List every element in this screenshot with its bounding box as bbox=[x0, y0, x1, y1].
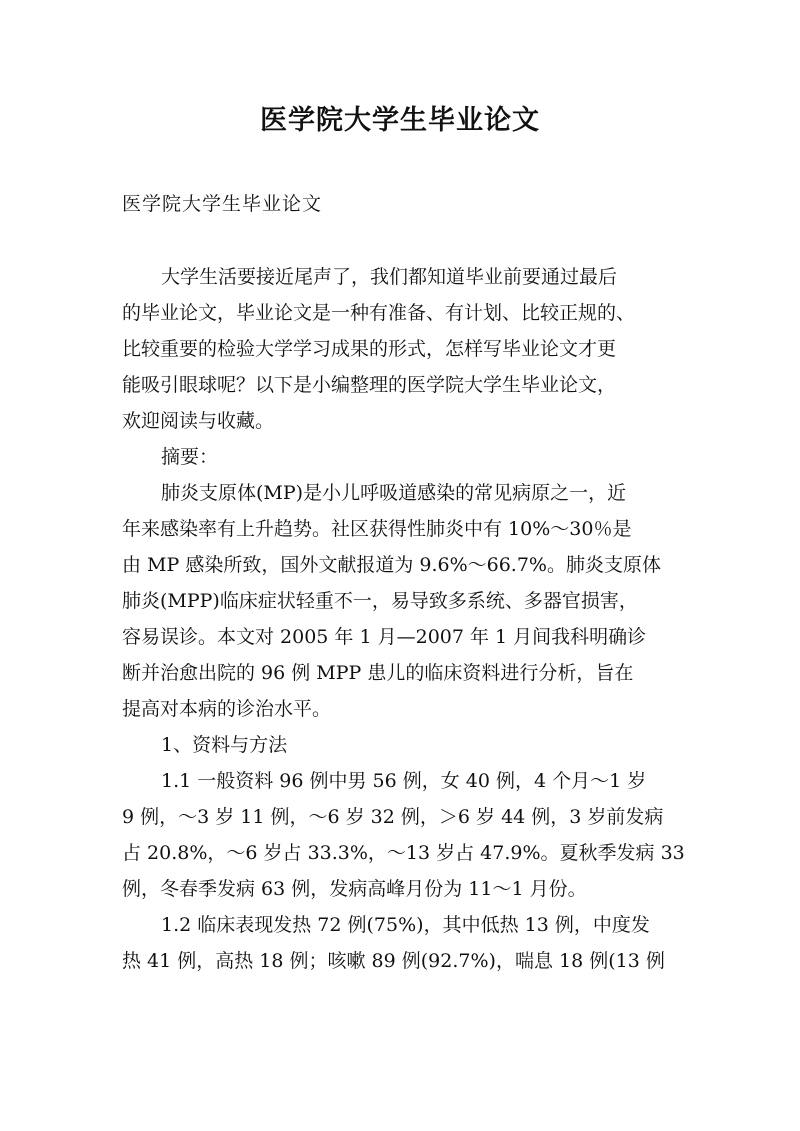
paragraph-line: 1.2 临床表现发热 72 例(75%)，其中低热 13 例，中度发 bbox=[161, 914, 650, 936]
paragraph-line: 年来感染率有上升趋势。社区获得性肺炎中有 10%～30％是 bbox=[122, 518, 632, 540]
paragraph-line: 肺炎(MPP)临床症状轻重不一，易导致多系统、多器官损害， bbox=[122, 590, 638, 612]
paragraph-line: 容易误诊。本文对 2005 年 1 月—2007 年 1 月间我科明确诊 bbox=[122, 626, 647, 648]
paragraph-line: 欢迎阅读与收藏。 bbox=[122, 410, 275, 432]
paragraph-line: 断并治愈出院的 96 例 MPP 患儿的临床资料进行分析，旨在 bbox=[122, 662, 634, 684]
paragraph-line: 占 20.8%，～6 岁占 33.3%，～13 岁占 47.9%。夏秋季发病 33 bbox=[122, 842, 685, 864]
paragraph-line: 肺炎支原体(MP)是小儿呼吸道感染的常见病原之一，近 bbox=[161, 482, 627, 504]
paragraph-line: 比较重要的检验大学学习成果的形式，怎样写毕业论文才更 bbox=[122, 338, 617, 360]
paragraph-line: 提高对本病的诊治水平。 bbox=[122, 698, 332, 720]
paragraph-line: 1.1 一般资料 96 例中男 56 例，女 40 例，4 个月～1 岁 bbox=[161, 770, 647, 792]
paragraph-line: 例，冬春季发病 63 例，发病高峰月份为 11～1 月份。 bbox=[122, 878, 587, 900]
paragraph-line: 能吸引眼球呢？以下是小编整理的医学院大学生毕业论文， bbox=[122, 374, 617, 396]
section-heading: 1、资料与方法 bbox=[161, 734, 288, 756]
paragraph-line: 大学生活要接近尾声了，我们都知道毕业前要通过最后 bbox=[161, 266, 618, 288]
page-title: 医学院大学生毕业论文 bbox=[260, 105, 540, 136]
section-heading: 摘要： bbox=[161, 446, 219, 468]
document-subtitle: 医学院大学生毕业论文 bbox=[122, 193, 323, 215]
paragraph-line: 热 41 例，高热 18 例；咳嗽 89 例(92.7%)，喘息 18 例(13 例 bbox=[122, 950, 665, 972]
paragraph-line: 9 例，～3 岁 11 例，～6 岁 32 例，＞6 岁 44 例，3 岁前发病 bbox=[122, 806, 664, 828]
paragraph-line: 由 MP 感染所致，国外文献报道为 9.6%～66.7%。肺炎支原体 bbox=[122, 554, 661, 576]
paragraph-line: 的毕业论文，毕业论文是一种有准备、有计划、比较正规的、 bbox=[122, 302, 636, 324]
